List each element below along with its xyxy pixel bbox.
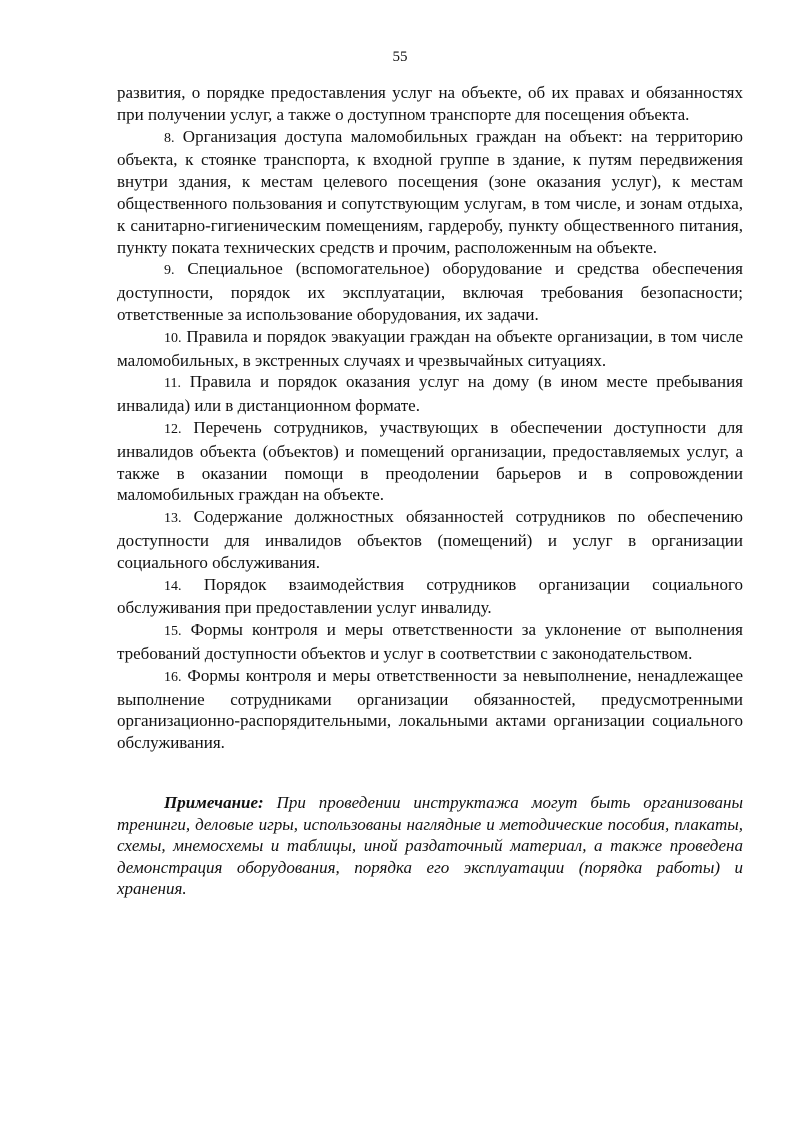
list-item-number: 13. (164, 511, 182, 527)
list-item-10 (117, 326, 743, 372)
list-item-13 (117, 506, 743, 573)
list-item-text: Содержание должностных обязанностей сотрудников по обеспечению доступности для инвалидов объектов (помещений) и услуг в организации социального обслуживания. (117, 507, 743, 572)
list-item-number: 14. (164, 578, 182, 594)
note-label: Примечание: (164, 792, 264, 812)
list-item-number: 8. (164, 130, 175, 146)
list-item-text: Формы контроля и меры ответственности за уклонение от выполнения требований доступности объектов и услуг в соответствии с законодательством. (117, 620, 743, 663)
list-item-text: Правила и порядок эвакуации граждан на объекте организации, в том числе маломобильных, в экстренных случаях и чрезвычайных ситуациях. (117, 326, 743, 370)
list-item-number: 10. (164, 330, 182, 346)
intro-paragraph: развития, о порядке предоставления услуг на объекте, об их правах и обязанностях при получении услуг, а также о доступном транспорте для посещения объекта. (117, 83, 743, 124)
list-item-number: 11. (164, 376, 181, 392)
list-item-number: 16. (164, 669, 182, 685)
list-item-11 (117, 371, 743, 417)
list-item-text: Правила и порядок оказания услуг на дому (в ином месте пребывания инвалида) или в дистанционном формате. (117, 372, 743, 416)
list-item-number: 9. (164, 263, 175, 279)
list-item-text: Специальное (вспомогательное) оборудование и средства обеспечения доступности, порядок их эксплуатации, включая требования безопасности; ответственные за использование оборудования, их задачи. (117, 259, 743, 324)
list-item-14 (117, 574, 743, 620)
list-item-text: Порядок взаимодействия сотрудников организации социального обслуживания при предоставлении услуг инвалиду. (117, 574, 743, 618)
list-item-9 (117, 258, 743, 325)
list-item-text: Перечень сотрудников, участвующих в обеспечении доступности для инвалидов объекта (объектов) и помещений организации, предоставляемых услуг, а также в оказании помощи в преодолении барьеров и в сопровождении маломобильных граждан на объекте. (117, 417, 743, 505)
list-item-8 (117, 126, 743, 259)
list-item-12 (117, 417, 743, 506)
document-body (117, 82, 743, 900)
list-item-number: 12. (164, 421, 182, 437)
list-item-text: Формы контроля и меры ответственности за невыполнение, ненадлежащее выполнение сотрудниками организации обязанностей, предусмотренными организационно-распорядительными, локальными актами организации социального обслуживания. (117, 665, 743, 753)
list-item-16 (117, 665, 743, 754)
page-number: 55 (392, 49, 408, 65)
note-paragraph (117, 792, 743, 900)
list-item-text: Организация доступа маломобильных граждан на объект: на территорию объекта, к стоянке транспорта, к входной группе в здание, к путям передвижения внутри здания, к местам целевого посещения (зоне оказания услуг), к местам общественного пользования и сопутствующим услугам, в том числе, и зонам отдыха, к санитарно-гигиеническим помещениям, гардеробу, пункту общественного питания, пункту поката технических средств и прочим, расположенным на объекте. (117, 126, 743, 257)
list-item-15 (117, 619, 743, 665)
note-text: При проведении инструктажа могут быть организованы тренинги, деловые игры, использованы наглядные и методические пособия, плакаты, схемы, мнемосхемы и таблицы, иной раздаточный материал, а также проведена демонстрация оборудования, порядка его эксплуатации (порядка работы) и хранения. (117, 792, 743, 899)
list-item-number: 15. (164, 624, 182, 640)
